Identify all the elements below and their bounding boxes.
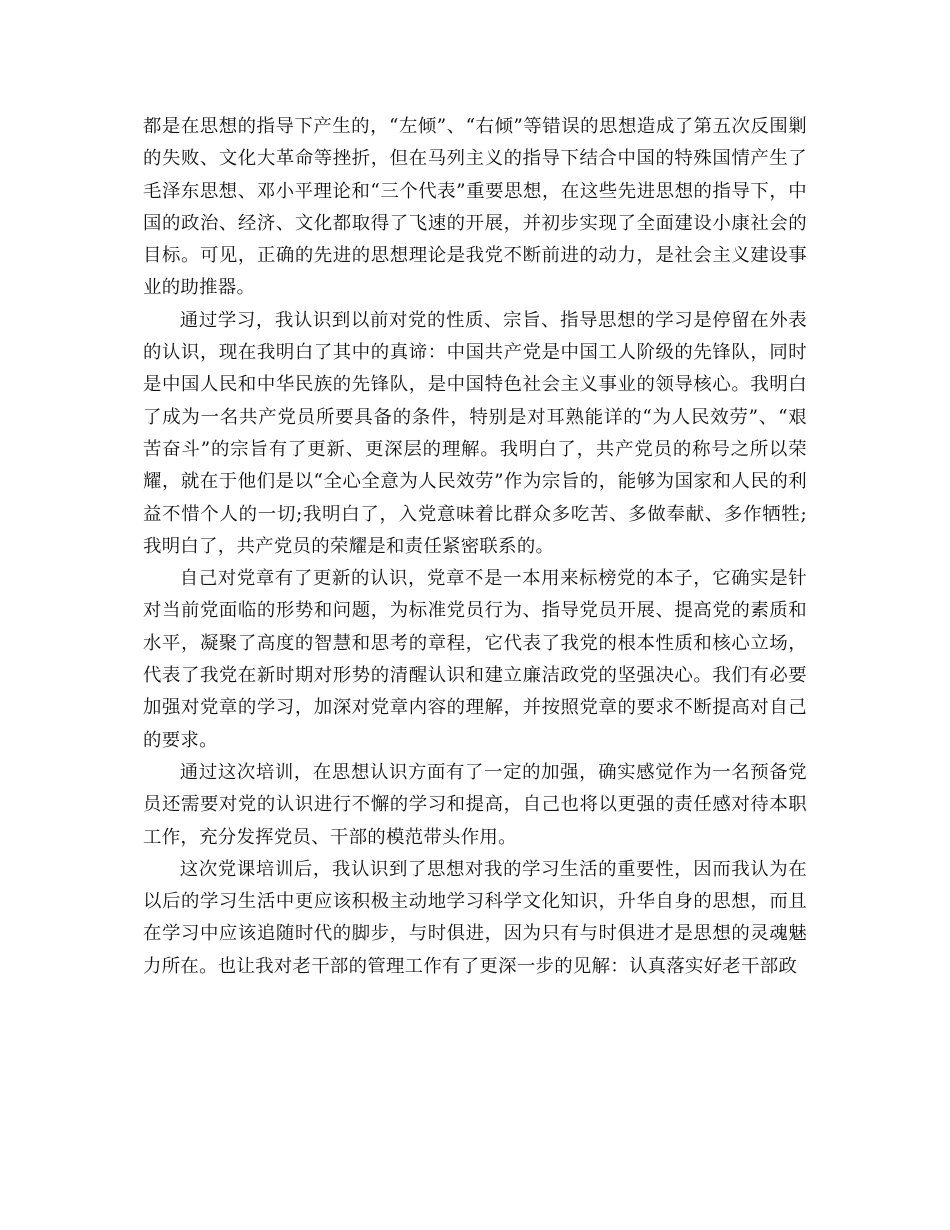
paragraph-4: 通过这次培训，在思想认识方面有了一定的加强，确实感觉作为一名预备党员还需要对党的认识进行不懈的学习和提高，自己也将以更强的责任感对待本职工作，充分发挥党员、干部的模范带头作用。 [143,761,807,848]
paragraph-5: 这次党课培训后，我认识到了思想对我的学习生活的重要性，因而我认为在以后的学习生活中更应该积极主动地学习科学文化知识，升华自身的思想，而且在学习中应该追随时代的脚步，与时俱进，因为只有与时俱进才是思想的灵魂魅力所在。也让我对老干部的管理工作有了更深一步的见解：认真落实好老干部政 [143,858,807,977]
document-body [143,111,807,983]
paragraph-3: 自己对党章有了更新的认识，党章不是一本用来标榜党的本子，它确实是针对当前党面临的形势和问题，为标准党员行为、指导党员开展、提高党的素质和水平，凝聚了高度的智慧和思考的章程，它代表了我党的根本性质和核心立场，代表了我党在新时期对形势的清醒认识和建立廉洁政党的坚强决心。我们有必要加强对党章的学习，加深对党章内容的理解，并按照党章的要求不断提高对自己的要求。 [143,568,807,751]
paragraph-1: 都是在思想的指导下产生的，“左倾”、“右倾”等错误的思想造成了第五次反围剿的失败、文化大革命等挫折，但在马列主义的指导下结合中国的特殊国情产生了毛泽东思想、邓小平理论和“三个代表”重要思想，在这些先进思想的指导下，中国的政治、经济、文化都取得了飞速的开展，并初步实现了全面建设小康社会的目标。可见，正确的先进的思想理论是我党不断前进的动力，是社会主义建设事业的助推器。 [143,116,807,299]
paragraph-2: 通过学习，我认识到以前对党的性质、宗旨、指导思想的学习是停留在外表的认识，现在我明白了其中的真谛：中国共产党是中国工人阶级的先锋队，同时是中国人民和中华民族的先锋队，是中国特色社会主义事业的领导核心。我明白了成为一名共产党员所要具备的条件，特别是对耳熟能详的“为人民效劳”、“艰苦奋斗”的宗旨有了更新、更深层的理解。我明白了，共产党员的称号之所以荣耀，就在于他们是以“全心全意为人民效劳”作为宗旨的，能够为国家和人民的利益不惜个人的一切;我明白了，入党意味着比群众多吃苦、多做奉献、多作牺牲;我明白了，共产党员的荣耀是和责任紧密联系的。 [143,309,807,557]
